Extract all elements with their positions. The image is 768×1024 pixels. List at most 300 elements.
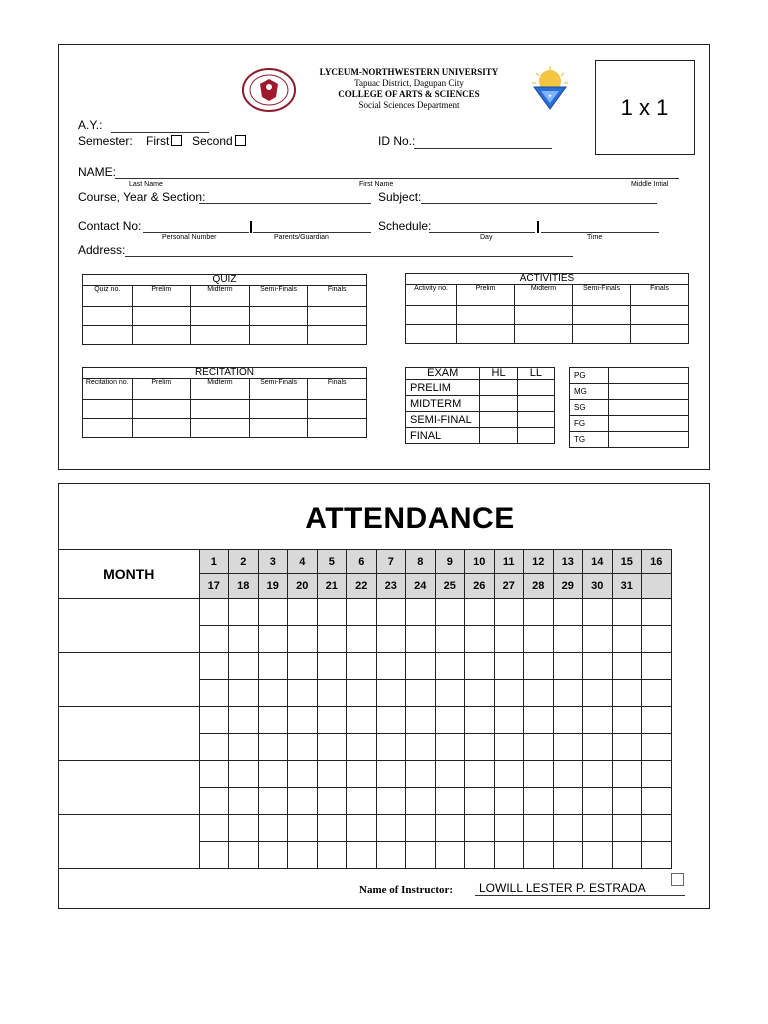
attendance-cell[interactable] <box>317 842 347 869</box>
day-header: 29 <box>553 574 583 599</box>
attendance-cell[interactable] <box>465 842 495 869</box>
attendance-cell[interactable] <box>524 680 554 707</box>
address-field[interactable] <box>125 256 573 257</box>
university-address: Tapuac District, Dagupan City <box>354 78 464 88</box>
subject-field[interactable] <box>421 203 657 204</box>
university-name: LYCEUM-NORTHWESTERN UNIVERSITY <box>319 67 499 77</box>
attendance-grid <box>59 549 672 869</box>
attendance-cell[interactable] <box>553 761 583 788</box>
attendance-cell[interactable] <box>347 653 377 680</box>
attendance-cell[interactable] <box>376 653 406 680</box>
subject-label: Subject: <box>378 190 422 204</box>
attendance-cell[interactable] <box>258 815 288 842</box>
attendance-cell[interactable] <box>258 734 288 761</box>
ay-field[interactable] <box>111 132 209 133</box>
semester-label: Semester: <box>78 134 133 148</box>
photo-size-label: 1 x 1 <box>620 95 669 120</box>
attendance-cell[interactable] <box>553 707 583 734</box>
month-cell[interactable] <box>59 815 199 869</box>
personal-number-caption: Personal Number <box>162 234 217 241</box>
attendance-cell[interactable] <box>406 626 436 653</box>
attendance-cell[interactable] <box>435 761 465 788</box>
attendance-cell[interactable] <box>288 761 318 788</box>
attendance-cell[interactable] <box>376 626 406 653</box>
attendance-cell[interactable] <box>642 815 672 842</box>
attendance-cell[interactable] <box>642 653 672 680</box>
attendance-cell[interactable] <box>612 815 642 842</box>
attendance-cell[interactable] <box>465 707 495 734</box>
svg-text:✦: ✦ <box>547 94 553 100</box>
attendance-cell[interactable] <box>465 599 495 626</box>
quiz-header-semifinals: Semi-Finals <box>249 286 308 307</box>
attendance-cell[interactable] <box>524 761 554 788</box>
first-label: First <box>146 134 170 148</box>
attendance-cell[interactable] <box>317 707 347 734</box>
recitation-header-semifinals: Semi-Finals <box>249 379 308 400</box>
student-record-card <box>58 44 710 470</box>
attendance-cell[interactable] <box>553 788 583 815</box>
table-row <box>59 761 671 788</box>
attendance-cell[interactable] <box>258 707 288 734</box>
first-name-caption: First Name <box>359 181 394 188</box>
parents-guardian-caption: Parents/Guardian <box>274 234 329 241</box>
grade-label: SG <box>570 400 609 416</box>
day-header: 8 <box>406 550 436 574</box>
second-checkbox[interactable] <box>235 135 246 146</box>
contact-guardian-field[interactable] <box>253 232 371 233</box>
attendance-cell[interactable] <box>524 653 554 680</box>
attendance-cell[interactable] <box>229 653 259 680</box>
table-row <box>406 428 555 444</box>
attendance-cell[interactable] <box>258 788 288 815</box>
attendance-cell[interactable] <box>229 707 259 734</box>
quiz-table <box>82 274 367 345</box>
attendance-cell[interactable] <box>317 734 347 761</box>
month-cell[interactable] <box>59 707 199 761</box>
attendance-cell[interactable] <box>347 626 377 653</box>
attendance-cell[interactable] <box>376 788 406 815</box>
table-row <box>83 400 367 419</box>
attendance-cell[interactable] <box>612 842 642 869</box>
attendance-cell[interactable] <box>524 707 554 734</box>
id-field[interactable] <box>414 148 552 149</box>
attendance-cell[interactable] <box>435 680 465 707</box>
attendance-cell[interactable] <box>288 653 318 680</box>
attendance-cell[interactable] <box>229 599 259 626</box>
attendance-cell[interactable] <box>435 599 465 626</box>
ay-label: A.Y.: <box>78 118 103 132</box>
attendance-cell[interactable] <box>347 707 377 734</box>
attendance-cell[interactable] <box>524 734 554 761</box>
day-header: 14 <box>583 550 613 574</box>
corner-checkbox[interactable] <box>671 873 684 886</box>
attendance-cell[interactable] <box>494 707 524 734</box>
second-label: Second <box>192 134 233 148</box>
day-header: 24 <box>406 574 436 599</box>
day-header: 30 <box>583 574 613 599</box>
attendance-cell[interactable] <box>435 707 465 734</box>
attendance-cell[interactable] <box>199 653 229 680</box>
attendance-cell[interactable] <box>406 815 436 842</box>
schedule-day-field[interactable] <box>429 232 535 233</box>
time-caption: Time <box>587 234 603 241</box>
contact-separator <box>250 221 252 233</box>
attendance-cell[interactable] <box>612 734 642 761</box>
table-row <box>570 416 689 432</box>
attendance-cell[interactable] <box>258 761 288 788</box>
attendance-cell[interactable] <box>288 599 318 626</box>
attendance-cell[interactable] <box>583 599 613 626</box>
attendance-cell[interactable] <box>642 707 672 734</box>
attendance-cell[interactable] <box>406 761 436 788</box>
attendance-cell[interactable] <box>642 761 672 788</box>
day-header: 9 <box>435 550 465 574</box>
quiz-title: QUIZ <box>83 275 367 286</box>
exam-row-label: SEMI-FINAL <box>406 412 480 428</box>
photo-box <box>595 60 695 155</box>
semester-first-option[interactable] <box>146 134 182 148</box>
attendance-cell[interactable] <box>465 680 495 707</box>
day-header: 20 <box>288 574 318 599</box>
attendance-cell[interactable] <box>376 815 406 842</box>
grade-label: MG <box>570 384 609 400</box>
day-header: 16 <box>642 550 672 574</box>
month-header: MONTH <box>59 550 199 599</box>
attendance-cell[interactable] <box>583 788 613 815</box>
attendance-cell[interactable] <box>199 761 229 788</box>
instructor-label: Name of Instructor: <box>359 884 454 896</box>
day-header: 3 <box>258 550 288 574</box>
attendance-cell[interactable] <box>494 653 524 680</box>
day-header: 23 <box>376 574 406 599</box>
table-row <box>570 432 689 448</box>
schedule-label: Schedule: <box>378 219 432 233</box>
day-header: 1 <box>199 550 229 574</box>
attendance-cell[interactable] <box>317 626 347 653</box>
attendance-cell[interactable] <box>376 680 406 707</box>
attendance-cell[interactable] <box>317 653 347 680</box>
attendance-cell[interactable] <box>199 788 229 815</box>
contact-label: Contact No: <box>78 219 142 233</box>
attendance-cell[interactable] <box>347 761 377 788</box>
attendance-card <box>58 483 710 909</box>
instructor-signature-line <box>475 895 685 896</box>
day-caption: Day <box>480 234 493 241</box>
attendance-cell[interactable] <box>494 626 524 653</box>
attendance-cell[interactable] <box>229 815 259 842</box>
attendance-cell[interactable] <box>199 815 229 842</box>
attendance-cell[interactable] <box>199 842 229 869</box>
table-row <box>570 384 689 400</box>
attendance-cell[interactable] <box>229 734 259 761</box>
attendance-cell[interactable] <box>642 842 672 869</box>
attendance-cell[interactable] <box>553 842 583 869</box>
exam-row-label: FINAL <box>406 428 480 444</box>
attendance-cell[interactable] <box>347 788 377 815</box>
contact-personal-field[interactable] <box>143 232 249 233</box>
attendance-cell[interactable] <box>583 653 613 680</box>
day-header: 25 <box>435 574 465 599</box>
attendance-title: ATTENDANCE <box>305 502 515 535</box>
attendance-cell[interactable] <box>347 842 377 869</box>
address-label: Address: <box>78 243 126 257</box>
attendance-cell[interactable] <box>642 626 672 653</box>
attendance-cell[interactable] <box>229 842 259 869</box>
table-row <box>59 707 671 734</box>
instructor-name: LOWILL LESTER P. ESTRADA <box>479 881 646 895</box>
attendance-cell[interactable] <box>553 815 583 842</box>
first-checkbox[interactable] <box>171 135 182 146</box>
id-label: ID No.: <box>378 134 416 148</box>
attendance-cell[interactable] <box>406 842 436 869</box>
attendance-cell[interactable] <box>494 842 524 869</box>
attendance-cell[interactable] <box>435 626 465 653</box>
college-name: COLLEGE OF ARTS & SCIENCES <box>338 89 480 99</box>
attendance-cell[interactable] <box>406 680 436 707</box>
attendance-cell[interactable] <box>376 842 406 869</box>
day-header: 26 <box>465 574 495 599</box>
course-label: Course, Year & Section: <box>78 190 206 204</box>
activities-header-midterm: Midterm <box>515 285 573 306</box>
table-row <box>406 380 555 396</box>
attendance-cell[interactable] <box>494 788 524 815</box>
table-row <box>59 599 671 626</box>
activities-header-semifinals: Semi-Finals <box>573 285 631 306</box>
attendance-cell[interactable] <box>376 599 406 626</box>
attendance-cell[interactable] <box>199 599 229 626</box>
attendance-cell[interactable] <box>288 707 318 734</box>
schedule-separator <box>537 221 539 233</box>
table-row <box>83 326 367 345</box>
attendance-cell[interactable] <box>317 599 347 626</box>
attendance-cell[interactable] <box>288 734 318 761</box>
quiz-header-prelim: Prelim <box>132 286 191 307</box>
day-header: 19 <box>258 574 288 599</box>
attendance-cell[interactable] <box>347 599 377 626</box>
attendance-cell[interactable] <box>317 788 347 815</box>
attendance-cell[interactable] <box>642 599 672 626</box>
attendance-cell[interactable] <box>553 653 583 680</box>
recitation-header-prelim: Prelim <box>132 379 191 400</box>
attendance-cell[interactable] <box>524 599 554 626</box>
attendance-cell[interactable] <box>494 815 524 842</box>
grades-table <box>569 367 689 448</box>
attendance-cell[interactable] <box>494 734 524 761</box>
attendance-cell[interactable] <box>524 788 554 815</box>
attendance-cell[interactable] <box>258 626 288 653</box>
day-header: 5 <box>317 550 347 574</box>
attendance-cell[interactable] <box>465 734 495 761</box>
table-row <box>59 653 671 680</box>
attendance-cell[interactable] <box>583 815 613 842</box>
attendance-cell[interactable] <box>583 680 613 707</box>
day-header: 17 <box>199 574 229 599</box>
exam-ll-header: LL <box>517 368 554 380</box>
recitation-title: RECITATION <box>83 368 367 379</box>
attendance-cell[interactable] <box>406 788 436 815</box>
attendance-cell[interactable] <box>199 626 229 653</box>
attendance-cell[interactable] <box>199 734 229 761</box>
attendance-cell[interactable] <box>612 707 642 734</box>
attendance-cell[interactable] <box>642 788 672 815</box>
attendance-cell[interactable] <box>583 626 613 653</box>
attendance-cell[interactable] <box>288 842 318 869</box>
attendance-cell[interactable] <box>583 761 613 788</box>
attendance-cell[interactable] <box>465 761 495 788</box>
table-row <box>570 400 689 416</box>
attendance-cell[interactable] <box>435 815 465 842</box>
recitation-header-finals: Finals <box>308 379 367 400</box>
day-header: 7 <box>376 550 406 574</box>
grade-label: TG <box>570 432 609 448</box>
attendance-cell[interactable] <box>494 599 524 626</box>
course-field[interactable] <box>199 203 371 204</box>
attendance-cell[interactable] <box>258 653 288 680</box>
attendance-cell[interactable] <box>465 788 495 815</box>
attendance-cell[interactable] <box>229 788 259 815</box>
day-header: 6 <box>347 550 377 574</box>
day-header: 13 <box>553 550 583 574</box>
attendance-cell[interactable] <box>199 680 229 707</box>
table-row <box>406 306 689 325</box>
day-header: 12 <box>524 550 554 574</box>
day-header: 28 <box>524 574 554 599</box>
middle-initial-caption: Middle Intial <box>631 181 669 188</box>
activities-header-no: Activity no. <box>406 285 457 306</box>
attendance-cell[interactable] <box>376 707 406 734</box>
table-row <box>570 368 689 384</box>
attendance-cell[interactable] <box>612 761 642 788</box>
grade-label: PG <box>570 368 609 384</box>
exam-row-label: MIDTERM <box>406 396 480 412</box>
attendance-cell[interactable] <box>229 761 259 788</box>
attendance-cell[interactable] <box>288 680 318 707</box>
exam-row-label: PRELIM <box>406 380 480 396</box>
attendance-cell[interactable] <box>347 734 377 761</box>
attendance-cell[interactable] <box>553 734 583 761</box>
day-header: 2 <box>229 550 259 574</box>
attendance-cell[interactable] <box>406 707 436 734</box>
table-row <box>83 419 367 438</box>
college-emblem-logo <box>527 65 573 115</box>
table-row <box>406 396 555 412</box>
attendance-cell[interactable] <box>553 680 583 707</box>
day-header: 11 <box>494 550 524 574</box>
activities-table <box>405 273 689 344</box>
month-cell[interactable] <box>59 599 199 653</box>
attendance-cell[interactable] <box>583 734 613 761</box>
attendance-cell[interactable] <box>524 626 554 653</box>
attendance-cell[interactable] <box>288 626 318 653</box>
activities-header-prelim: Prelim <box>457 285 515 306</box>
attendance-cell[interactable] <box>199 707 229 734</box>
attendance-cell[interactable] <box>317 680 347 707</box>
recitation-header-no: Recitation no. <box>83 379 133 400</box>
attendance-cell[interactable] <box>229 626 259 653</box>
attendance-cell[interactable] <box>494 680 524 707</box>
attendance-cell[interactable] <box>553 626 583 653</box>
attendance-cell[interactable] <box>258 842 288 869</box>
grade-label: FG <box>570 416 609 432</box>
table-row <box>406 325 689 344</box>
attendance-cell[interactable] <box>642 680 672 707</box>
semester-second-option[interactable] <box>192 134 246 148</box>
name-field[interactable] <box>115 178 679 179</box>
attendance-cell[interactable] <box>435 734 465 761</box>
attendance-cell[interactable] <box>612 653 642 680</box>
attendance-cell[interactable] <box>642 734 672 761</box>
table-row <box>83 307 367 326</box>
attendance-cell[interactable] <box>317 815 347 842</box>
attendance-cell[interactable] <box>612 788 642 815</box>
day-header: 21 <box>317 574 347 599</box>
day-header: 18 <box>229 574 259 599</box>
attendance-cell[interactable] <box>406 599 436 626</box>
recitation-header-midterm: Midterm <box>191 379 250 400</box>
attendance-cell[interactable] <box>494 761 524 788</box>
attendance-cell[interactable] <box>317 761 347 788</box>
attendance-cell[interactable] <box>288 788 318 815</box>
attendance-cell[interactable] <box>347 680 377 707</box>
schedule-time-field[interactable] <box>541 232 659 233</box>
attendance-cell[interactable] <box>612 599 642 626</box>
attendance-cell[interactable] <box>376 761 406 788</box>
month-cell[interactable] <box>59 761 199 815</box>
table-row <box>406 412 555 428</box>
attendance-cell[interactable] <box>465 653 495 680</box>
attendance-cell[interactable] <box>435 788 465 815</box>
attendance-cell[interactable] <box>229 680 259 707</box>
department-name: Social Sciences Department <box>358 100 460 110</box>
attendance-cell[interactable] <box>583 842 613 869</box>
quiz-header-finals: Finals <box>308 286 367 307</box>
attendance-cell[interactable] <box>406 734 436 761</box>
last-name-caption: Last Name <box>129 181 163 188</box>
recitation-table <box>82 367 367 438</box>
attendance-cell[interactable] <box>258 599 288 626</box>
exam-hl-header: HL <box>480 368 517 380</box>
quiz-header-no: Quiz no. <box>83 286 133 307</box>
month-cell[interactable] <box>59 653 199 707</box>
attendance-cell[interactable] <box>288 815 318 842</box>
attendance-cell[interactable] <box>465 815 495 842</box>
attendance-cell[interactable] <box>524 842 554 869</box>
attendance-cell[interactable] <box>435 842 465 869</box>
day-header: 31 <box>612 574 642 599</box>
attendance-cell[interactable] <box>553 599 583 626</box>
day-header: 22 <box>347 574 377 599</box>
exam-table <box>405 367 555 444</box>
attendance-cell[interactable] <box>376 734 406 761</box>
attendance-cell[interactable] <box>524 815 554 842</box>
day-header: 10 <box>465 550 495 574</box>
day-header: 15 <box>612 550 642 574</box>
attendance-cell[interactable] <box>612 680 642 707</box>
attendance-cell[interactable] <box>465 626 495 653</box>
attendance-cell[interactable] <box>406 653 436 680</box>
attendance-cell[interactable] <box>583 707 613 734</box>
day-header: 4 <box>288 550 318 574</box>
exam-title: EXAM <box>406 368 480 380</box>
attendance-cell[interactable] <box>258 680 288 707</box>
quiz-header-midterm: Midterm <box>191 286 250 307</box>
table-row <box>59 815 671 842</box>
university-seal-logo <box>241 67 297 113</box>
attendance-cell[interactable] <box>347 815 377 842</box>
activities-title: ACTIVITIES <box>406 274 689 285</box>
attendance-cell[interactable] <box>612 626 642 653</box>
attendance-cell[interactable] <box>435 653 465 680</box>
